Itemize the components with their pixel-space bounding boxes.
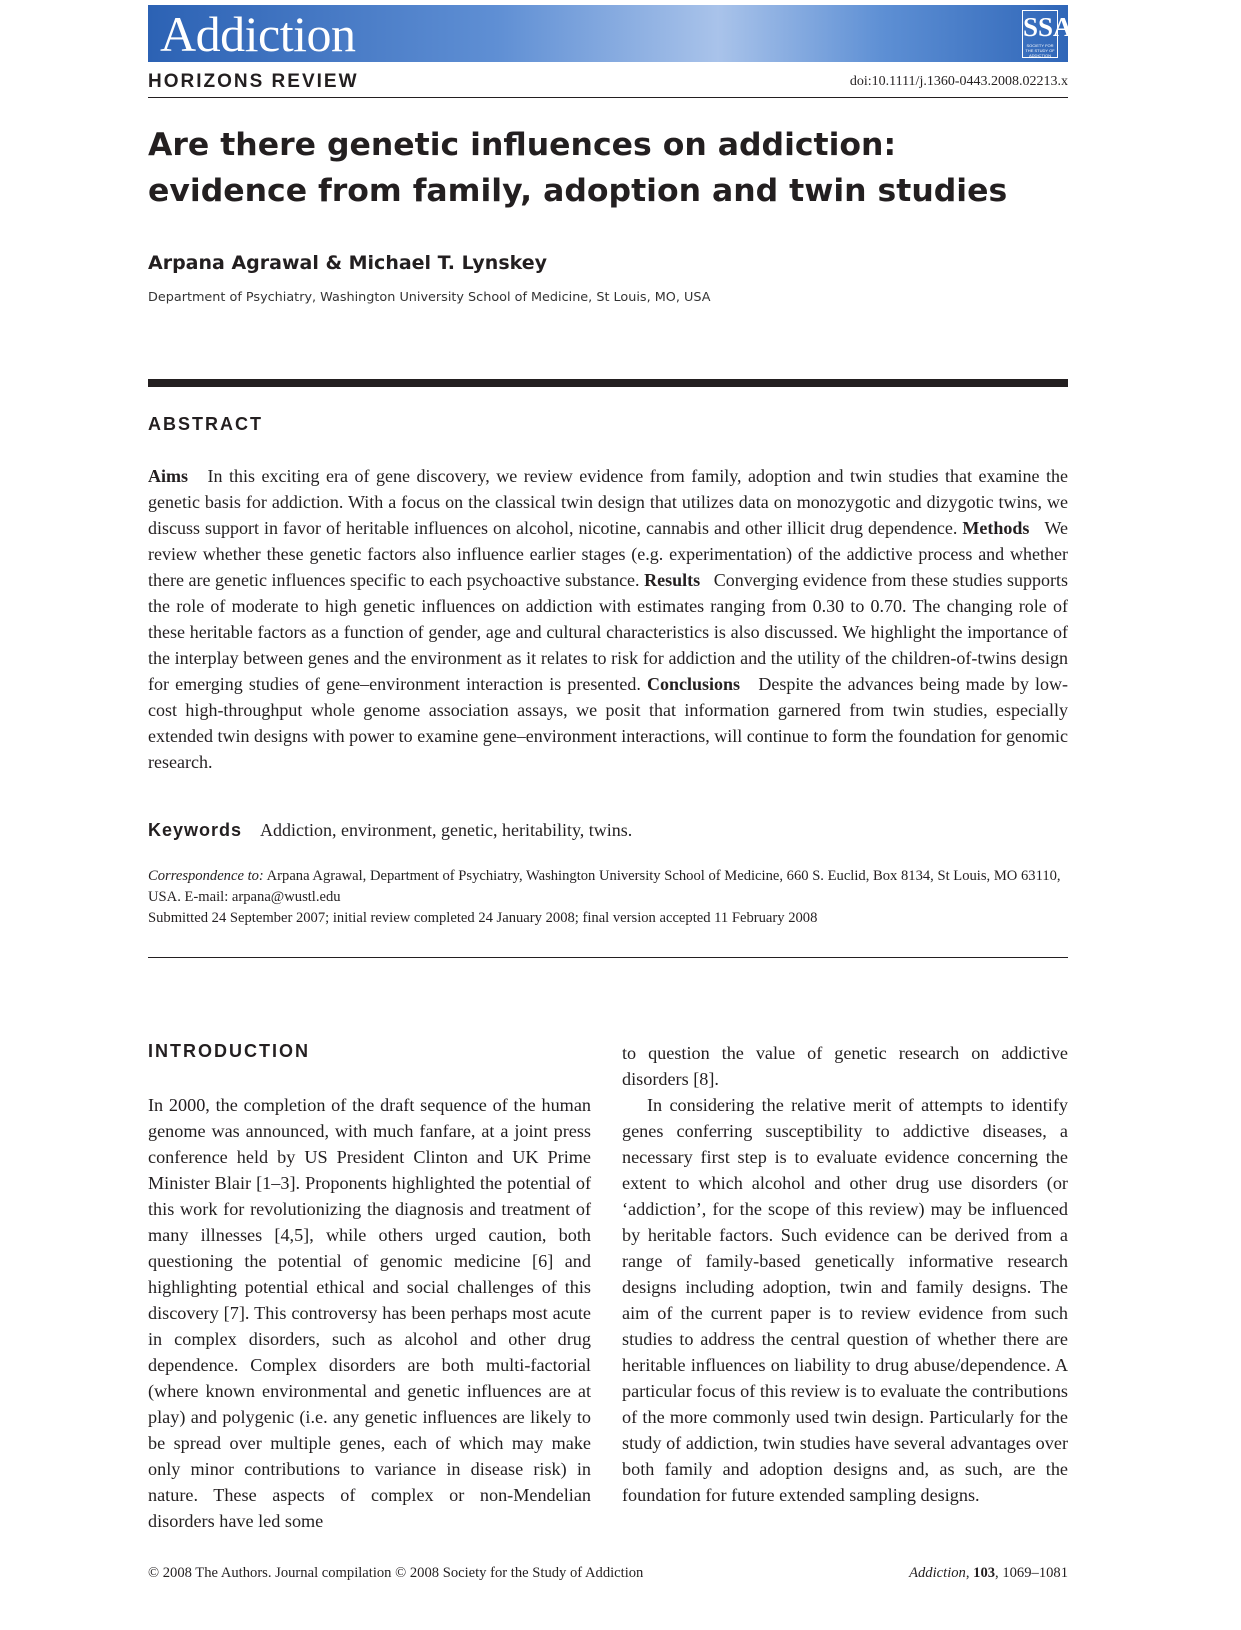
article-title xyxy=(148,122,1068,214)
results-label: Results xyxy=(644,570,701,590)
journal-banner xyxy=(148,5,1073,62)
citation-pages: 1069–1081 xyxy=(1002,1565,1068,1581)
footer-copyright: © 2008 The Authors. Journal compilation © 2008 Society for the Study of Addiction xyxy=(148,1565,644,1581)
citation-journal: Addiction xyxy=(909,1565,966,1581)
methods-label: Methods xyxy=(962,518,1030,538)
aims-text: In this exciting era of gene discovery, we review evidence from family, adoption and twin studies that examine the genetic basis for addiction. With a focus on the classical twin design that utilizes data on monozygotic and dizygotic twins, we discuss support in favor of heritable influences on alcohol, nicotine, cannabis and other illicit drug dependence. xyxy=(148,466,1068,538)
submission-dates: Submitted 24 September 2007; initial review completed 24 January 2008; final version accepted 11 February 2008 xyxy=(148,910,818,926)
conclusions-label: Conclusions xyxy=(646,674,741,694)
methods-text: We review whether these genetic factors also influence earlier stages (e.g. experimentation) of the addictive process and whether there are genetic influences specific to each psychoactive substance. xyxy=(148,518,1068,590)
header-divider xyxy=(148,97,1068,98)
intro-left-column: In 2000, the completion of the draft sequence of the human genome was announced, with much fanfare, at a joint press conference held by US President Clinton and UK Prime Minister Blair [1–3]. Proponents highlighted the potential of this work for revolutionizing the diagnosis and treatment of many illnesses [4,5], while others urged caution, both questioning the potential of genomic medicine [6] and highlighting potential ethical and social challenges of this discovery [7]. This controversy has been perhaps most acute in complex disorders, such as alcohol and other drug dependence. Complex disorders are both multi-factorial (where known environmental and genetic influences are at play) and polygenic (i.e. any genetic influences are likely to be spread over multiple genes, each of which may make only minor contributions to variance in disease risk) in nature. These aspects of complex or non-Mendelian disorders have led some xyxy=(148,1095,591,1531)
doi: doi:10.1111/j.1360-0443.2008.02213.x xyxy=(849,74,1068,89)
abstract-heading: ABSTRACT xyxy=(148,414,263,434)
society-logo-icon xyxy=(1022,10,1073,58)
authors: Arpana Agrawal & Michael T. Lynskey xyxy=(148,252,548,274)
introduction-heading: INTRODUCTION xyxy=(148,1041,310,1061)
intro-paragraph-2: In considering the relative merit of attempts to identify genes conferring susceptibility to addictive diseases, a necessary first step is to evaluate evidence concerning the extent to which alcohol and other drug use disorders (or ‘addiction’, for the scope of this review) may be influenced by heritable factors. Such evidence can be derived from a range of family-based genetically informative research designs including adoption, twin and family designs. The aim of the current paper is to review evidence from such studies to address the central question of whether there are heritable influences on liability to drug abuse/dependence. A particular focus of this review is to evaluate the contributions of the more commonly used twin design. Particularly for the study of addiction, twin studies have several advantages over both family and adoption designs and, as such, are the foundation for future extended sampling designs. xyxy=(622,1095,1068,1505)
correspondence-text: Arpana Agrawal, Department of Psychiatry, Washington University School of Medicine, 660 S. Euclid, Box 8134, St Louis, MO 63110, USA. E-mail: arpana@wustl.edu xyxy=(148,868,1061,905)
journal-name: Addiction xyxy=(160,6,356,62)
results-text: Converging evidence from these studies supports the role of moderate to high genetic influences on addiction with estimates ranging from 0.30 to 0.70. The changing role of these heritable factors as a function of gender, age and cultural characteristics is also discussed. We highlight the importance of the interplay between genes and the environment as it relates to risk for addiction and the utility of the children-of-twins design for emerging studies of gene–environment interaction is presented. xyxy=(148,570,1069,694)
title-line-1: Are there genetic influences on addiction: xyxy=(148,127,897,163)
keywords xyxy=(148,820,632,841)
correspondence xyxy=(148,866,1068,929)
affiliation: Department of Psychiatry, Washington University School of Medicine, St Louis, MO, USA xyxy=(148,290,711,305)
conclusions-text: Despite the advances being made by low-cost high-throughput whole genome association assays, we posit that information garnered from twin studies, especially extended twin designs with power to examine gene–environment interactions, will continue to form the foundation for genomic research. xyxy=(148,674,1069,772)
logo-mark: SSA xyxy=(1023,12,1073,42)
citation-volume: 103 xyxy=(973,1565,996,1581)
logo-text: SOCIETY FOR THE STUDY OF ADDICTION xyxy=(1025,43,1055,58)
abstract-divider xyxy=(148,379,1068,387)
keywords-text: Addiction, environment, genetic, heritability, twins. xyxy=(260,820,633,840)
title-line-2: evidence from family, adoption and twin studies xyxy=(148,173,1008,209)
aims-label: Aims xyxy=(148,466,188,486)
correspondence-label: Correspondence to: xyxy=(148,868,264,884)
body-divider xyxy=(148,957,1068,958)
keywords-label: Keywords xyxy=(148,820,243,840)
intro-right-column xyxy=(622,1040,1068,1508)
abstract-text xyxy=(148,463,1068,775)
intro-continuation: to question the value of genetic research on addictive disorders [8]. xyxy=(622,1043,1068,1089)
section-label: HORIZONS REVIEW xyxy=(148,71,359,92)
footer-citation: Addiction, 103, 1069–1081 xyxy=(909,1565,1068,1581)
